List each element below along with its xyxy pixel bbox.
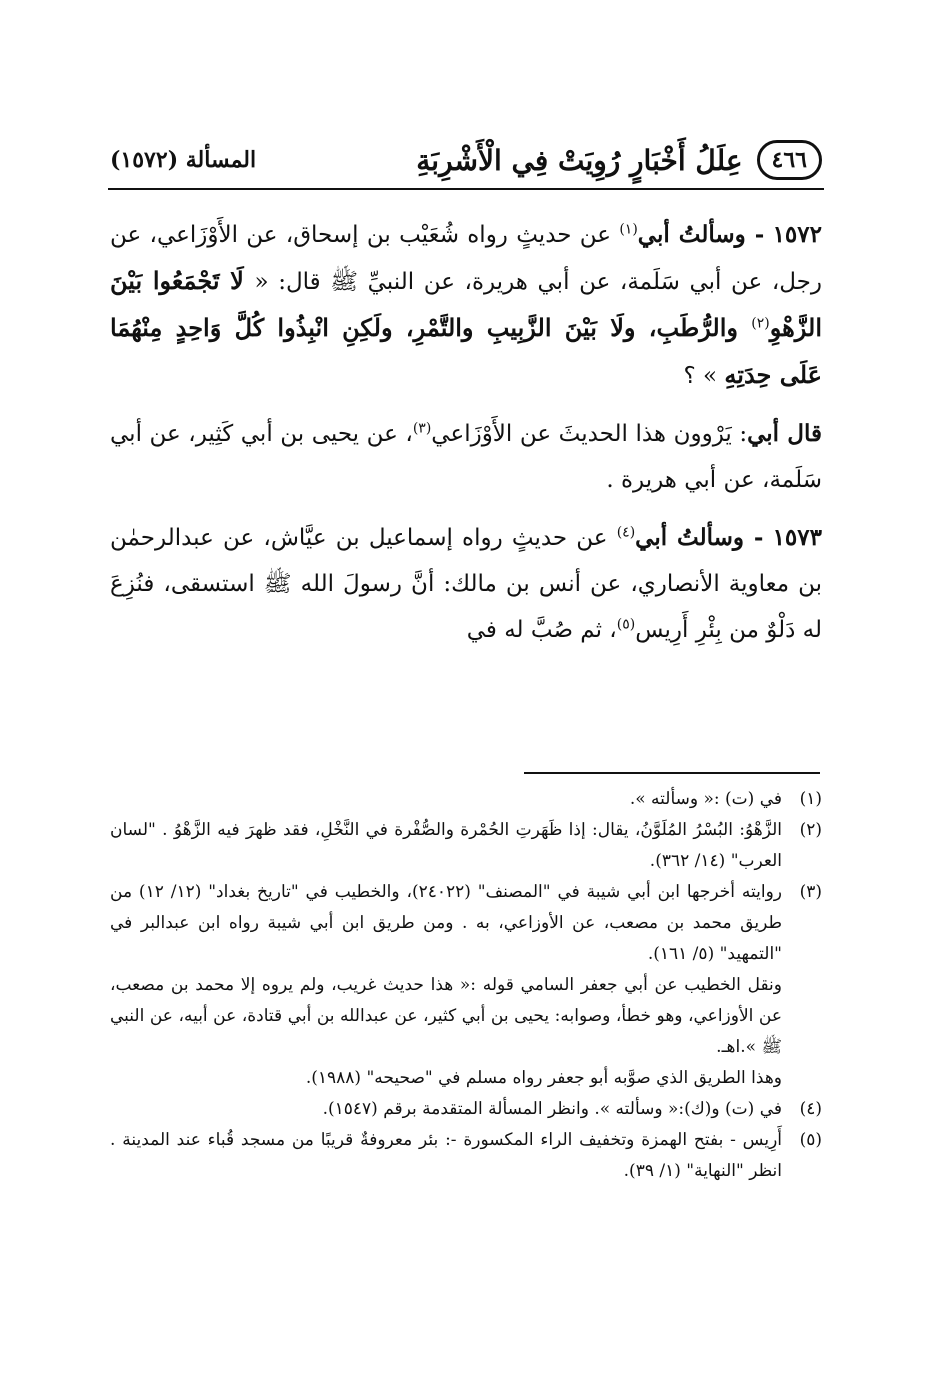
- paragraph-text: » ؟: [683, 363, 725, 389]
- footnote-5: [110, 1125, 822, 1187]
- footnote-text: في (ت) و(ك):« وسألته ». وانظر المسألة المتقدمة برقم (١٥٤٧).: [322, 1099, 782, 1119]
- answer-lead: قال أبي: [747, 420, 823, 447]
- question-lead: - وسألتُ أبي: [635, 524, 764, 551]
- footnote-text: الزَّهْوُ: البُسْرُ المُلَوَّنُ، يقال: إذا ظَهَرتِ الحُمْرة والصُّفْرة في النَّخْلِ، فقد ظهرَ فيه الزَّهْوُ . "لسان العرب" (١٤/ ٣٦٢).: [110, 820, 782, 871]
- header-title-group: [416, 140, 822, 180]
- page-number: ٤٦٦: [757, 140, 822, 180]
- footnote-2: [110, 815, 822, 877]
- issue-number: ١٥٧٣: [772, 524, 822, 551]
- paragraph-1572: [110, 212, 822, 399]
- hadith-text: لَا تَجْمَعُوا بَيْنَ الزَّهْوِ: [110, 266, 822, 342]
- paragraph-text: : يَرْوون هذا الحديثَ عن الأَوْزَاعي: [431, 421, 748, 447]
- footnote-number: (٢): [799, 820, 822, 840]
- footnote-ref-3: (٣): [412, 420, 432, 437]
- question-lead: - وسألتُ أبي: [637, 221, 765, 248]
- issue-number: ١٥٧٢: [772, 221, 822, 248]
- issue-label: المسألة (١٥٧٢): [110, 147, 257, 173]
- footnote-4: [110, 1094, 822, 1125]
- footnote-number: (١): [799, 789, 822, 809]
- paragraph-text: عن حديثٍ رواه شُعَيْب بن إسحاق، عن الأَوْزَاعي، عن رجل، عن أبي سَلَمة، عن أبي هريرة، عن النبيِّ ﷺ قال: «: [110, 222, 823, 295]
- hadith-text: والرُّطَبِ، ولَا بَيْنَ الزَّبِيبِ والتَّمْرِ، ولَكِنِ انْبِذُوا كُلَّ وَاحِدٍ مِنْهُمَا عَلَى حِدَتِهِ: [110, 313, 822, 389]
- footnotes: [110, 784, 822, 1187]
- footnote-number: (٤): [799, 1099, 822, 1119]
- footnote-ref-4: (٤): [616, 524, 636, 541]
- paragraph-text: ، عن يحيى بن أبي كَثِير، عن أبي سَلَمة، عن أبي هريرة .: [110, 421, 822, 493]
- footnote-divider: [524, 772, 820, 774]
- page-header: [110, 140, 822, 180]
- footnote-ref-1: (١): [619, 221, 638, 238]
- footnote-text: في (ت) :« وسألته ».: [629, 789, 782, 809]
- main-text: [110, 212, 822, 665]
- footnote-text: وهذا الطريق الذي صوَّبه أبو جعفر رواه مسلم في "صحيحه" (١٩٨٨).: [305, 1068, 782, 1088]
- footnote-ref-2: (٢): [751, 315, 770, 332]
- footnote-text: أَرِيس - بفتح الهمزة وتخفيف الراء المكسورة -: بئر معروفةٌ قريبًا من مسجد قُباء عند المدينة . انظر "النهاية" (١/ ٣٩).: [110, 1130, 782, 1181]
- paragraph-answer: [110, 411, 822, 503]
- footnote-ref-5: (٥): [616, 616, 636, 633]
- footnote-text: ونقل الخطيب عن أبي جعفر السامي قوله :« هذا حديث غريب، ولم يروه إلا محمد بن مصعب، عن الأوزاعي، وهو خطأ، وصوابه: يحيى بن أبي كثير، عن عبدالله بن أبي قتادة، عن أبيه، عن النبي ﷺ ».اهـ.: [110, 975, 782, 1057]
- footnote-number: (٥): [799, 1130, 822, 1150]
- book-title: عِلَلُ أَخْبَارٍ رُوِيَتْ فِي الْأَشْرِبَةِ: [416, 143, 743, 177]
- header-divider: [108, 188, 824, 190]
- footnote-number: (٣): [799, 882, 822, 902]
- footnote-1: [110, 784, 822, 815]
- paragraph-text: ، ثم صُبَّ له في: [466, 617, 617, 643]
- footnote-text: روايته أخرجها ابن أبي شيبة في "المصنف" (٢٤٠٢٢)، والخطيب في "تاريخ بغداد" (١٢/ ١٢) من طريق محمد بن مصعب، عن الأوزاعي، به . ومن طريق ابن أبي شيبة رواه ابن عبدالبر في "التمهيد" (٥/ ١٦١).: [110, 882, 782, 964]
- paragraph-text: عن حديثٍ رواه إسماعيل بن عيَّاش، عن عبدالرحمٰن بن معاوية الأنصاري، عن أنس بن مالك: أنَّ رسولَ الله ﷺ استسقى، فنُزِعَ له دَلْوٌ من بِئْرِ أَرِيس: [110, 525, 822, 643]
- paragraph-1573: [110, 515, 822, 653]
- footnote-3: [110, 877, 822, 1094]
